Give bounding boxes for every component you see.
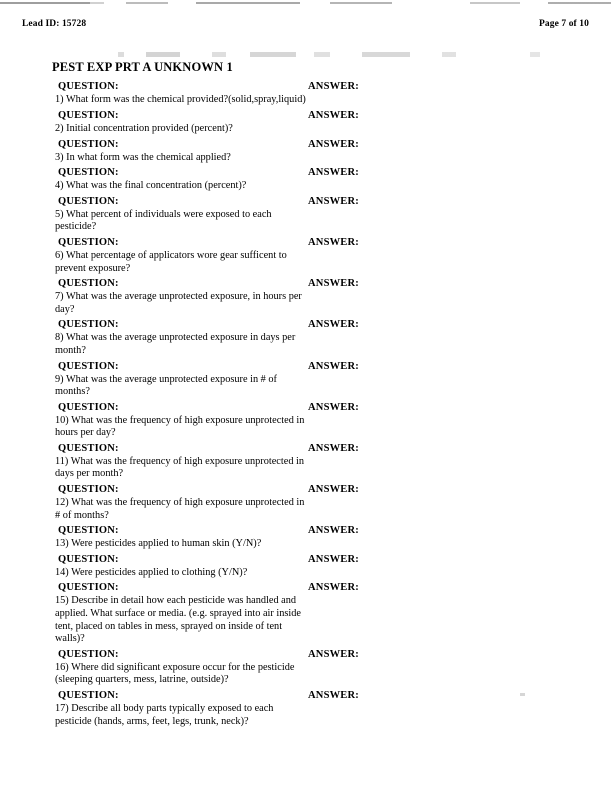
qa-item-5 xyxy=(0,196,611,237)
question-label: QUESTION: xyxy=(58,167,119,179)
answer-field-3[interactable] xyxy=(372,139,532,151)
qa-labels-row xyxy=(0,443,611,456)
qa-labels-row xyxy=(0,196,611,209)
answer-label: ANSWER: xyxy=(308,442,359,454)
answer-label: ANSWER: xyxy=(308,138,359,150)
question-label: QUESTION: xyxy=(58,81,119,93)
answer-label: ANSWER: xyxy=(308,525,359,537)
answer-field-12[interactable] xyxy=(372,484,532,496)
qa-item-13 xyxy=(0,525,611,554)
question-answer-list xyxy=(0,81,611,731)
question-text-6: 6) What percentage of applicators wore gear sufficent to prevent exposure? xyxy=(55,249,287,274)
question-text-4: 4) What was the final concentration (percent)? xyxy=(55,180,247,192)
qa-item-9 xyxy=(0,361,611,402)
answer-field-16[interactable] xyxy=(372,649,532,661)
qa-labels-row xyxy=(0,139,611,152)
answer-label: ANSWER: xyxy=(308,690,359,701)
question-label: QUESTION: xyxy=(58,484,119,496)
answer-label: ANSWER: xyxy=(308,401,359,413)
qa-item-7 xyxy=(0,278,611,319)
question-text-5: 5) What percent of individuals were exposed to each pesticide? xyxy=(55,208,272,233)
answer-field-7[interactable] xyxy=(372,278,532,290)
scan-top-edge-artifact xyxy=(0,2,611,4)
answer-label: ANSWER: xyxy=(308,582,359,594)
qa-item-14 xyxy=(0,554,611,583)
qa-labels-row xyxy=(0,110,611,123)
question-text-13: 13) Were pesticides applied to human skin (Y/N)? xyxy=(55,538,262,550)
page-number-label: Page 7 of 10 xyxy=(538,19,589,29)
qa-labels-row xyxy=(0,582,611,595)
answer-field-2[interactable] xyxy=(372,110,532,122)
page-header xyxy=(0,19,611,35)
question-label: QUESTION: xyxy=(58,648,119,660)
qa-labels-row xyxy=(0,319,611,332)
answer-label: ANSWER: xyxy=(308,484,359,496)
answer-field-15[interactable] xyxy=(372,582,532,594)
question-label: QUESTION: xyxy=(58,236,119,248)
answer-label: ANSWER: xyxy=(308,278,359,290)
answer-field-13[interactable] xyxy=(372,525,532,537)
qa-labels-row xyxy=(0,361,611,374)
qa-labels-row xyxy=(0,278,611,291)
qa-labels-row xyxy=(0,167,611,180)
question-label: QUESTION: xyxy=(58,442,119,454)
qa-labels-row xyxy=(0,402,611,415)
answer-field-17[interactable] xyxy=(372,690,532,702)
answer-field-6[interactable] xyxy=(372,237,532,249)
answer-field-10[interactable] xyxy=(372,402,532,414)
qa-item-4 xyxy=(0,167,611,196)
qa-item-8 xyxy=(0,319,611,360)
question-label: QUESTION: xyxy=(58,582,119,594)
qa-labels-row xyxy=(0,525,611,538)
answer-field-8[interactable] xyxy=(372,319,532,331)
question-text-15: 15) Describe in detail how each pesticide was handled and applied. What surface or media. (e.g. sprayed into air inside tent, placed on tables in mess, sprayed on inside of tent walls)? xyxy=(55,595,301,645)
answer-field-9[interactable] xyxy=(372,361,532,373)
question-label: QUESTION: xyxy=(58,525,119,537)
answer-field-11[interactable] xyxy=(372,443,532,455)
question-label: QUESTION: xyxy=(58,195,119,207)
question-text-17: 17) Describe all body parts typically exposed to each pesticide (hands, arms, feet, legs, trunk, neck)? xyxy=(55,703,274,727)
question-text-7: 7) What was the average unprotected exposure, in hours per day? xyxy=(55,291,302,315)
question-label: QUESTION: xyxy=(58,690,119,701)
answer-field-1[interactable] xyxy=(372,81,532,93)
question-label: QUESTION: xyxy=(58,553,119,565)
qa-labels-row xyxy=(0,484,611,497)
qa-item-12 xyxy=(0,484,611,525)
scan-speck-artifact xyxy=(520,693,525,696)
answer-label: ANSWER: xyxy=(308,167,359,179)
question-text-1: 1) What form was the chemical provided?(solid,spray,liquid) xyxy=(55,94,306,106)
qa-item-17 xyxy=(0,690,611,731)
question-text-9: 9) What was the average unprotected exposure in # of months? xyxy=(55,373,277,398)
qa-item-16 xyxy=(0,649,611,690)
question-label: QUESTION: xyxy=(58,278,119,290)
question-text-11: 11) What was the frequency of high exposure unprotected in days per month? xyxy=(55,455,305,480)
qa-item-1 xyxy=(0,81,611,110)
answer-field-14[interactable] xyxy=(372,554,532,566)
answer-label: ANSWER: xyxy=(308,81,359,93)
qa-item-15 xyxy=(0,582,611,648)
qa-item-3 xyxy=(0,139,611,168)
question-label: QUESTION: xyxy=(58,138,119,150)
answer-field-4[interactable] xyxy=(372,167,532,179)
question-text-14: 14) Were pesticides applied to clothing (Y/N)? xyxy=(55,566,248,578)
qa-labels-row xyxy=(0,81,611,94)
answer-label: ANSWER: xyxy=(308,236,359,248)
qa-item-2 xyxy=(0,110,611,139)
answer-label: ANSWER: xyxy=(308,648,359,660)
question-text-2: 2) Initial concentration provided (percent)? xyxy=(55,122,233,134)
question-text-8: 8) What was the average unprotected exposure in days per month? xyxy=(55,332,296,356)
question-label: QUESTION: xyxy=(58,319,119,331)
answer-label: ANSWER: xyxy=(308,195,359,207)
question-label: QUESTION: xyxy=(58,401,119,413)
question-text-10: 10) What was the frequency of high exposure unprotected in hours per day? xyxy=(55,414,305,439)
scan-ghost-text-artifact xyxy=(100,52,550,57)
question-text-3: 3) In what form was the chemical applied? xyxy=(55,151,231,163)
qa-item-10 xyxy=(0,402,611,443)
question-text-16: 16) Where did significant exposure occur for the pesticide (sleeping quarters, mess, latrine, outside)? xyxy=(55,661,295,686)
answer-label: ANSWER: xyxy=(308,319,359,331)
qa-labels-row xyxy=(0,237,611,250)
answer-label: ANSWER: xyxy=(308,360,359,372)
qa-labels-row xyxy=(0,554,611,567)
lead-id-label: Lead ID: 15728 xyxy=(22,19,87,29)
answer-label: ANSWER: xyxy=(308,553,359,565)
qa-item-11 xyxy=(0,443,611,484)
answer-field-5[interactable] xyxy=(372,196,532,208)
answer-label: ANSWER: xyxy=(308,109,359,121)
qa-item-6 xyxy=(0,237,611,278)
question-label: QUESTION: xyxy=(58,360,119,372)
document-body xyxy=(0,60,611,731)
question-label: QUESTION: xyxy=(58,109,119,121)
qa-labels-row xyxy=(0,649,611,662)
page-title: PEST EXP PRT A UNKNOWN 1 xyxy=(52,60,233,74)
question-text-12: 12) What was the frequency of high exposure unprotected in # of months? xyxy=(55,497,305,521)
qa-labels-row xyxy=(0,690,611,703)
